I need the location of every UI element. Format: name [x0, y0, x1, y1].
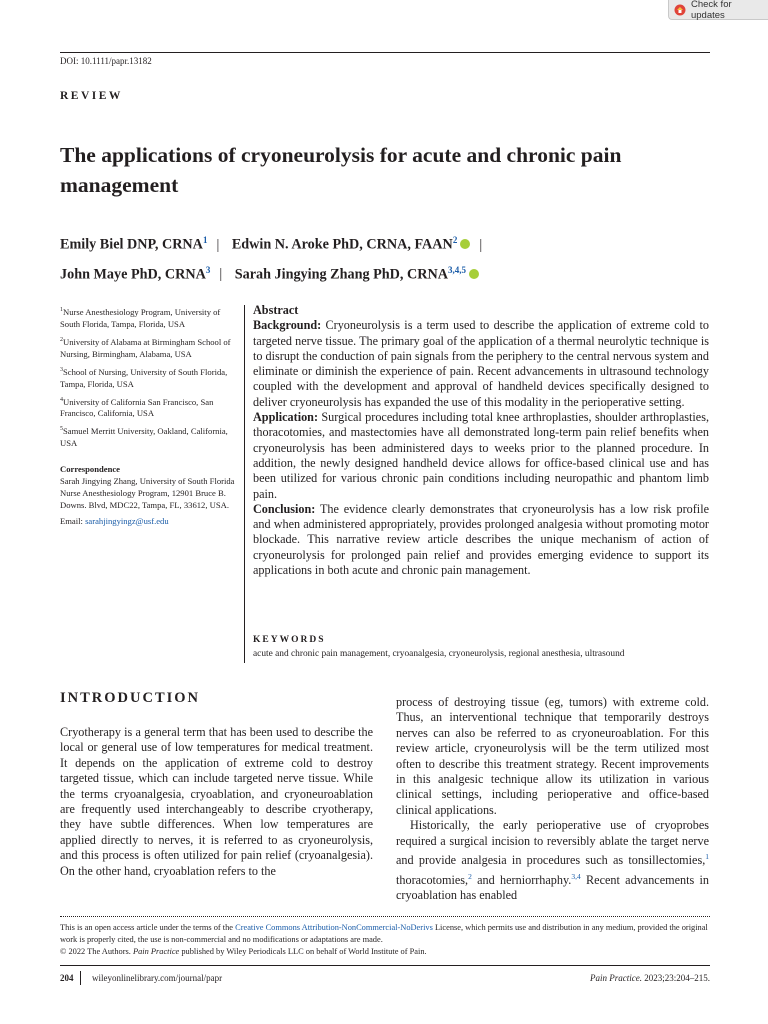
- author-affil-sup[interactable]: 3,4,5: [447, 264, 466, 275]
- abstract-application: Application: Surgical procedures including total knee arthroplasties, shoulder arthroplasties, thoracotomies, and mastectomies have all demonstrated long-term pain relief benefits when cryoneurolysis has been administered days to weeks prior to the planned procedure. In addition, the newly designed handheld device allows for office-based clinical use and has been utilized for various chronic pain conditions including neuropathic and phantom limb pain.: [253, 410, 709, 501]
- affiliation: $^3$School of Nursing, University of South Florida, Tampa, Florida, USA: [60, 366, 228, 389]
- article-title: The applications of cryoneurolysis for acute and chronic pain management: [60, 143, 622, 197]
- author-affil-sup[interactable]: 1: [202, 235, 208, 245]
- reference-link[interactable]: 3,4: [571, 871, 581, 881]
- author-name: Emily Biel DNP, CRNA: [60, 236, 203, 253]
- reference-link[interactable]: 1: [705, 852, 709, 862]
- abstract-background: Background: Cryoneurolysis is a term used to describe the application of extreme cold to targeted nerve tissue. The primary goal of the application of a thermal neurolytic technique is to disrupt the conduction of pain signals from the periphery to the central nervous system and eliminate or diminish the experience of pain. Recent advancements in ultrasound technology coupled with the development and approval of handheld devices specifically designed to deliver cryoneurolysis has expanded the use of this modality in the perioperative setting.: [253, 318, 710, 409]
- author-name: John Maye PhD, CRNA: [60, 266, 206, 283]
- affiliation: $^5$Samuel Merritt University, Oakland, California, USA: [60, 426, 228, 449]
- body-column-left: [60, 725, 373, 879]
- affiliations: [60, 304, 240, 531]
- orcid-icon[interactable]: [469, 269, 479, 279]
- orcid-icon[interactable]: [460, 239, 470, 249]
- keywords: acute and chronic pain management, cryoanalgesia, cryoneurolysis, regional anesthesia, ultrasound: [253, 649, 625, 659]
- paragraph: process of destroying tissue (eg, tumors) with extreme cold. Thus, an interventional technique that temporarily destroys nerves can also be referred to as cryoneuroablation. For this review article, cryoneurolysis will be the term utilized most often to describe this treatment strategy. Recent improvements in this analgesic technique allow its utilization in various clinical settings, including perioperative and office-based clinical applications.: [396, 695, 709, 817]
- abstract-conclusion: Conclusion: The evidence clearly demonstrates that cryoneurolysis has a low risk profile and when administered appropriately, provides prolonged analgesia without promoting motor blockade. This narrative review article describes the unique mechanism of action of cryoneurolysis for prolonged pain relief and provides emerging evidence to support its applications in both acute and chronic pain management.: [253, 501, 709, 578]
- crossmark-icon: [674, 4, 686, 16]
- paragraph: Cryotherapy is a general term that has been used to describe the local or general use of low temperatures for medical treatment. It depends on the application of extreme cold to destroy targeted tissue, which can include targeted nerve tissue. While the terms cryoanalgesia, cryoablation, and cryoneuroablation are frequently used interchangeably to describe cryotherapy, they have subtle differences. When low temperatures are applied directly to nerves, it is referred to as cryoneurolysis, and this process is often utilized for pain relief (cryoanalgesia). On the other hand, cryoablation refers to the: [60, 725, 373, 878]
- body-column-right: [396, 695, 709, 903]
- reference-link[interactable]: 2: [468, 871, 472, 881]
- license-link[interactable]: Creative Commons Attribution-NonCommercial-NoDerivs: [235, 923, 433, 932]
- abstract-heading: Abstract: [253, 303, 299, 317]
- correspondence-heading: Correspondence: [60, 464, 120, 475]
- abstract: [253, 303, 709, 578]
- column-divider: [244, 305, 245, 663]
- author-name: Sarah Jingying Zhang PhD, CRNA: [234, 266, 448, 283]
- paragraph: Historically, the early perioperative use of cryoprobes required a surgical incision to reversibly ablate the target nerve and provide analgesia in procedures such as tonsillectomies,$^1$ thoracotomies,$^2$ and herniorrhaphy.$^{3,4}$ Recent advancements in cryoablation has enabled: [396, 818, 710, 902]
- license-notice: This is an open access article under the terms of the Creative Commons Attribution-NonCommercial-NoDerivs License, which permits use and distribution in any medium, provided the original work is properly cited, the use is non-commercial and no modifications or adaptations are made. © 2022 The Authors. Pain Practice published by Wiley Periodicals LLC on behalf of World Institute of Pain.: [60, 922, 712, 958]
- journal-url[interactable]: wileyonlinelibrary.com/journal/papr: [92, 973, 223, 983]
- journal-citation: Pain Practice. 2023;23:204–215.: [590, 973, 710, 983]
- introduction-heading: INTRODUCTION: [60, 690, 201, 706]
- email-link[interactable]: sarahjingyingz@usf.edu: [85, 516, 169, 527]
- author-name: Edwin N. Aroke PhD, CRNA, FAAN: [231, 236, 453, 253]
- author-affil-sup[interactable]: 3: [205, 264, 211, 275]
- check-for-updates-button[interactable]: [668, 0, 768, 20]
- correspondence-email: Email: sarahjingyingz@usf.edu: [60, 516, 169, 527]
- author-affil-sup[interactable]: 2: [452, 235, 458, 245]
- affiliation: $^1$Nurse Anesthesiology Program, University of South Florida, Tampa, Florida, USA: [60, 306, 221, 329]
- check-for-updates-label: Check for updates: [690, 0, 732, 21]
- page-number: 204: [60, 973, 74, 983]
- footer-rule: [60, 965, 710, 966]
- header-rule: [60, 52, 710, 53]
- author-separator: |: [219, 266, 223, 283]
- affiliation: $^2$University of Alabama at Birmingham School of Nursing, Birmingham, Alabama, USA: [60, 336, 231, 359]
- author-separator: |: [216, 236, 220, 253]
- footer-separator: [80, 971, 81, 985]
- correspondence-address: Sarah Jingying Zhang, University of South Florida Nurse Anesthesiology Program, 12901 Bruce B. Downs. Blvd, MDC22, Tampa, FL, 33612, USA.: [60, 476, 235, 511]
- affiliation: $^4$University of California San Francisco, San Francisco, California, USA: [60, 396, 214, 419]
- author-separator: |: [479, 236, 483, 253]
- license-divider: [60, 916, 710, 917]
- section-tag: REVIEW: [60, 90, 123, 102]
- author-list: [60, 228, 720, 287]
- doi[interactable]: DOI: 10.1111/papr.13182: [60, 56, 152, 66]
- keywords-label: KEYWORDS: [253, 635, 326, 645]
- copyright: © 2022 The Authors. Pain Practice published by Wiley Periodicals LLC on behalf of World Institute of Pain.: [60, 947, 427, 956]
